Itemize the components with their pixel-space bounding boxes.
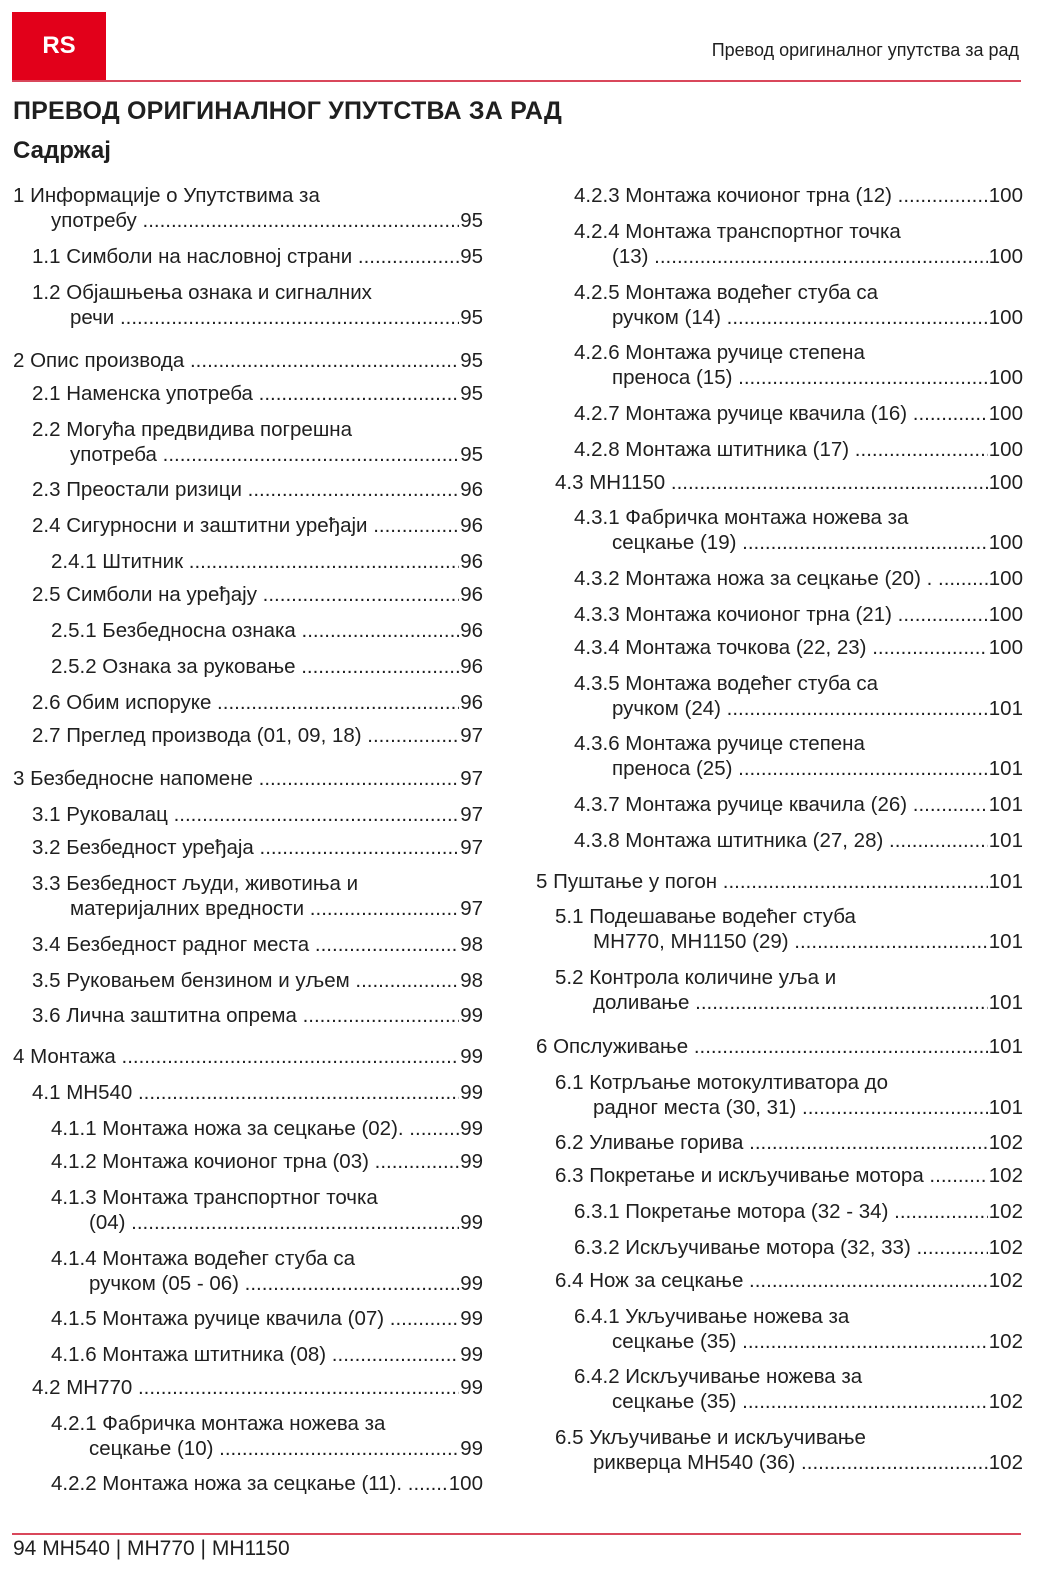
toc-entry-line — [555, 1450, 1023, 1475]
toc-entry-line — [13, 1044, 483, 1069]
toc-entry-label: сецкање (19) ..... — [612, 530, 988, 555]
toc-entry[interactable] — [574, 1199, 1023, 1224]
toc-entry-title: 6.4.1 Укључивање ножева за — [574, 1305, 850, 1328]
toc-entry-title: 4.2.4 Монтажа транспортног точка — [574, 220, 901, 243]
toc-entry-line — [51, 1210, 483, 1235]
toc-entry-label: 4.1.2 Монтажа кочионог трна (03) ..... — [51, 1149, 459, 1174]
toc-entry-title: 4.2.6 Монтажа ручице степена — [574, 341, 865, 364]
toc-entry[interactable] — [32, 835, 483, 860]
header-divider — [12, 80, 1021, 82]
toc-entry[interactable] — [32, 723, 483, 748]
toc-page-number: 100 — [988, 184, 1023, 207]
toc-page-number: 96 — [460, 550, 483, 573]
toc-entry[interactable] — [13, 1044, 483, 1069]
toc-entry-title: 4.1.4 Монтажа водећег стуба са — [51, 1247, 356, 1270]
toc-page-number: 96 — [460, 655, 483, 678]
toc-entry-label: 3.1 Руковалац ..... — [32, 802, 459, 827]
toc-page-number: 101 — [988, 829, 1023, 852]
toc-page-number: 98 — [460, 933, 483, 956]
toc-entry-title: 4.3.1 Фабричка монтажа ножева за — [574, 506, 909, 529]
toc-entry-line — [32, 442, 483, 467]
toc-entry[interactable] — [574, 1364, 1023, 1414]
toc-page-number: 97 — [460, 724, 483, 747]
toc-entry-label: 4.2.2 Монтажа ножа за сецкање (11). ..... — [51, 1471, 448, 1496]
toc-page-number: 99 — [460, 1343, 483, 1366]
toc-entry-line — [574, 792, 1023, 817]
toc-entry-label: 4.2 MH770 ..... — [32, 1375, 459, 1400]
toc-page-number: 101 — [988, 991, 1023, 1014]
toc-entry-label: ручком (05 - 06) ..... — [89, 1271, 459, 1296]
toc-entry-label: 2.5.1 Безбедносна ознака ..... — [51, 618, 459, 643]
toc-page-number: 100 — [448, 1472, 483, 1495]
toc-entry-line — [574, 1199, 1023, 1224]
toc-page-number: 97 — [460, 803, 483, 826]
toc-entry-title: 4.3.6 Монтажа ручице степена — [574, 732, 865, 755]
toc-entry-line — [574, 244, 1023, 269]
toc-page-number: 96 — [460, 514, 483, 537]
toc-entry[interactable] — [574, 602, 1023, 627]
toc-entry-line — [574, 1235, 1023, 1260]
toc-entry[interactable] — [555, 1163, 1023, 1188]
toc-entry-label: 3 Безбедносне напомене ..... — [13, 766, 459, 791]
toc-entry-label: 2.7 Преглед производа (01, 09, 18) ..... — [32, 723, 459, 748]
toc-page-number: 99 — [460, 1150, 483, 1173]
toc-entry-line — [574, 602, 1023, 627]
toc-entry[interactable] — [574, 671, 1023, 721]
toc-entry[interactable] — [574, 1304, 1023, 1354]
toc-page-number: 102 — [988, 1269, 1023, 1292]
toc-page-number: 100 — [988, 245, 1023, 268]
toc-entry-line — [574, 756, 1023, 781]
toc-entry-label: рикверца MH540 (36) ..... — [593, 1450, 988, 1475]
toc-entry[interactable] — [536, 869, 1023, 894]
toc-page-number: 99 — [460, 1004, 483, 1027]
toc-entry-line — [555, 470, 1023, 495]
toc-entry-line — [574, 635, 1023, 660]
toc-entry-label: 4.3.7 Монтажа ручице квачила (26) ..... — [574, 792, 988, 817]
toc-page-number: 102 — [988, 1390, 1023, 1413]
toc-entry-line — [555, 990, 1023, 1015]
toc-entry-label: преноса (15) ..... — [612, 365, 988, 390]
toc-entry-line — [32, 932, 483, 957]
toc-entry-line — [574, 183, 1023, 208]
toc-entry-line — [51, 1149, 483, 1174]
toc-entry-label: 3.5 Руковањем бензином и уљем ..... — [32, 968, 459, 993]
toc-entry[interactable] — [51, 1306, 483, 1331]
toc-entry-label: 3.6 Лична заштитна опрема ..... — [32, 1003, 459, 1028]
toc-entry[interactable] — [32, 244, 483, 269]
toc-entry[interactable] — [555, 1268, 1023, 1293]
toc-page-number: 96 — [460, 478, 483, 501]
toc-entry[interactable] — [51, 1185, 483, 1235]
toc-entry-label: 3.2 Безбедност уређаја ..... — [32, 835, 459, 860]
toc-entry[interactable] — [32, 932, 483, 957]
toc-entry-line — [574, 1389, 1023, 1414]
language-badge: RS — [12, 12, 106, 80]
toc-entry-label: 4.2.3 Монтажа кочионог трна (12) ..... — [574, 183, 988, 208]
toc-page-number: 99 — [460, 1307, 483, 1330]
toc-entry[interactable] — [13, 766, 483, 791]
toc-entry[interactable] — [51, 654, 483, 679]
toc-entry-line — [574, 401, 1023, 426]
toc-entry[interactable] — [555, 470, 1023, 495]
toc-entry-line — [32, 835, 483, 860]
toc-entry[interactable] — [574, 219, 1023, 269]
toc-page-number: 101 — [988, 1035, 1023, 1058]
toc-page-number: 100 — [988, 531, 1023, 554]
toc-entry-label: 3.4 Безбедност радног места ..... — [32, 932, 459, 957]
toc-page-number: 97 — [460, 897, 483, 920]
toc-entry-line — [51, 1271, 483, 1296]
toc-page-number: 95 — [460, 349, 483, 372]
toc-entry-label: преноса (25) ..... — [612, 756, 988, 781]
toc-entry-title: 4.2.5 Монтажа водећег стуба са — [574, 281, 879, 304]
toc-entry-title: 4.3.5 Монтажа водећег стуба са — [574, 672, 879, 695]
toc-page-number: 99 — [460, 1272, 483, 1295]
toc-entry-line — [574, 696, 1023, 721]
toc-entry[interactable] — [51, 1149, 483, 1174]
toc-entry-label: сецкање (10) ..... — [89, 1436, 459, 1461]
toc-page-number: 97 — [460, 767, 483, 790]
toc-entry[interactable] — [574, 280, 1023, 330]
toc-entry-line — [51, 1306, 483, 1331]
toc-page-number: 102 — [988, 1330, 1023, 1353]
toc-entry[interactable] — [555, 965, 1023, 1015]
toc-entry[interactable] — [32, 968, 483, 993]
toc-entry-label: доливање ..... — [593, 990, 988, 1015]
toc-entry-title: 2.2 Могућа предвидива погрешна — [32, 418, 353, 441]
toc-entry-title: 4.1.3 Монтажа транспортног точка — [51, 1186, 378, 1209]
toc-entry-line — [51, 1342, 483, 1367]
toc-entry-title: 6.1 Котрљање мотокултиватора до — [555, 1071, 889, 1094]
toc-page-number: 95 — [460, 443, 483, 466]
toc-page-number: 99 — [460, 1376, 483, 1399]
toc-entry-label: речи ..... — [70, 305, 459, 330]
toc-entry-label: 2.3 Преостали ризици ..... — [32, 477, 459, 502]
toc-page-number: 96 — [460, 583, 483, 606]
running-header: Превод оригиналног упутства за рад — [711, 40, 1019, 60]
toc-entry[interactable] — [51, 618, 483, 643]
toc-entry-line — [555, 929, 1023, 954]
toc-entry-label: 2.5 Симболи на уређају ..... — [32, 582, 459, 607]
page-footer: 94 MH540 | MH770 | MH1150 — [13, 1537, 290, 1560]
toc-entry[interactable] — [574, 401, 1023, 426]
toc-entry-line — [536, 1034, 1023, 1059]
toc-entry-label: 6.3.2 Искључивање мотора (32, 33) ..... — [574, 1235, 988, 1260]
toc-entry-line — [32, 896, 483, 921]
toc-page-number: 102 — [988, 1131, 1023, 1154]
toc-entry[interactable] — [32, 417, 483, 467]
document-title: ПРЕВОД ОРИГИНАЛНОГ УПУТСТВА ЗА РАД — [13, 97, 563, 125]
toc-entry-label: радног места (30, 31) ..... — [593, 1095, 988, 1120]
toc-entry-label: 6.3 Покретање и искључивање мотора ..... — [555, 1163, 988, 1188]
toc-entry-line — [555, 1130, 1023, 1155]
toc-entry-label: 6.4 Нож за сецкање ..... — [555, 1268, 988, 1293]
toc-entry-line — [32, 968, 483, 993]
toc-entry-line — [32, 802, 483, 827]
toc-entry-title: 4.2.1 Фабричка монтажа ножева за — [51, 1412, 386, 1435]
toc-entry-label: 4.1 MH540 ..... — [32, 1080, 459, 1105]
toc-entry-label: 4 Монтажа ..... — [13, 1044, 459, 1069]
toc-entry-label: 4.1.6 Монтажа штитника (08) ..... — [51, 1342, 459, 1367]
toc-entry-line — [574, 530, 1023, 555]
toc-entry-title: 1.2 Објашњења ознака и сигналних — [32, 281, 372, 304]
toc-entry-label: ручком (24) ..... — [612, 696, 988, 721]
toc-entry-line — [51, 654, 483, 679]
toc-page-number: 95 — [460, 306, 483, 329]
toc-entry-label: 4.3.3 Монтажа кочионог трна (21) ..... — [574, 602, 988, 627]
toc-entry-label: 4.3.8 Монтажа штитника (27, 28) ..... — [574, 828, 988, 853]
toc-page-number: 101 — [988, 757, 1023, 780]
toc-entry[interactable] — [574, 340, 1023, 390]
toc-entry[interactable] — [32, 1375, 483, 1400]
toc-page-number: 100 — [988, 366, 1023, 389]
toc-entry-line — [32, 513, 483, 538]
toc-entry[interactable] — [574, 183, 1023, 208]
toc-entry-title: 6.5 Укључивање и искључивање — [555, 1426, 866, 1449]
toc-entry[interactable] — [32, 381, 483, 406]
footer-divider — [12, 1533, 1021, 1535]
toc-entry-label: 6 Опслуживање ..... — [536, 1034, 988, 1059]
toc-entry-line — [574, 1329, 1023, 1354]
toc-entry[interactable] — [32, 477, 483, 502]
toc-entry-title: 3.3 Безбедност људи, животиња и — [32, 872, 359, 895]
toc-entry-line — [32, 244, 483, 269]
toc-page-number: 100 — [988, 306, 1023, 329]
toc-entry-title: 6.4.2 Искључивање ножева за — [574, 1365, 863, 1388]
toc-entry[interactable] — [574, 635, 1023, 660]
toc-page-number: 102 — [988, 1200, 1023, 1223]
toc-entry[interactable] — [13, 183, 483, 233]
toc-page-number: 101 — [988, 793, 1023, 816]
toc-page-number: 101 — [988, 870, 1023, 893]
toc-entry-label: 6.2 Уливање горива ..... — [555, 1130, 988, 1155]
toc-entry-line — [32, 1375, 483, 1400]
toc-entry-label: 4.2.8 Монтажа штитника (17) ..... — [574, 437, 988, 462]
toc-page-number: 102 — [988, 1164, 1023, 1187]
toc-entry-line — [13, 766, 483, 791]
toc-entry-title: 5.1 Подешавање водећег стуба — [555, 905, 856, 928]
toc-entry[interactable] — [574, 1235, 1023, 1260]
toc-entry-label: 2.4 Сигурносни и заштитни уређаји ..... — [32, 513, 459, 538]
toc-page-number: 99 — [460, 1437, 483, 1460]
toc-entry-label: 2.1 Наменска употреба ..... — [32, 381, 459, 406]
toc-entry[interactable] — [555, 1425, 1023, 1475]
toc-entry-label: 4.3 MH1150 ..... — [555, 470, 988, 495]
toc-entry[interactable] — [51, 1342, 483, 1367]
toc-entry[interactable] — [574, 505, 1023, 555]
toc-page-number: 101 — [988, 930, 1023, 953]
toc-page-number: 100 — [988, 402, 1023, 425]
toc-entry[interactable] — [51, 1411, 483, 1461]
toc-entry-label: употреба ..... — [70, 442, 459, 467]
toc-page-number: 99 — [460, 1081, 483, 1104]
toc-entry[interactable] — [574, 792, 1023, 817]
toc-entry-line — [574, 365, 1023, 390]
toc-entry-line — [51, 1116, 483, 1141]
toc-heading: Садржај — [13, 137, 111, 164]
toc-page-number: 100 — [988, 603, 1023, 626]
toc-page-number: 95 — [460, 382, 483, 405]
toc-entry-label: 5 Пуштање у погон ..... — [536, 869, 988, 894]
toc-page-number: 95 — [460, 245, 483, 268]
toc-entry-label: 4.3.2 Монтажа ножа за сецкање (20) . ..... — [574, 566, 988, 591]
toc-page-number: 99 — [460, 1117, 483, 1140]
toc-page-number: 101 — [988, 697, 1023, 720]
toc-entry-line — [32, 477, 483, 502]
toc-entry-line — [32, 1080, 483, 1105]
toc-entry-line — [32, 582, 483, 607]
toc-entry-line — [32, 305, 483, 330]
toc-page-number: 95 — [460, 209, 483, 232]
toc-entry[interactable] — [32, 582, 483, 607]
toc-entry-label: 6.3.1 Покретање мотора (32 - 34) ..... — [574, 1199, 988, 1224]
toc-entry-title: 1 Информације о Упутствима за — [13, 184, 320, 207]
toc-entry-line — [574, 437, 1023, 462]
toc-page-number: 99 — [460, 1045, 483, 1068]
toc-entry-label: ручком (14) ..... — [612, 305, 988, 330]
toc-page-number: 100 — [988, 438, 1023, 461]
toc-entry-line — [32, 381, 483, 406]
toc-page-number: 98 — [460, 969, 483, 992]
toc-entry[interactable] — [574, 566, 1023, 591]
toc-page-number: 96 — [460, 691, 483, 714]
toc-entry[interactable] — [32, 871, 483, 921]
toc-entry-label: 4.1.5 Монтажа ручице квачила (07) ..... — [51, 1306, 459, 1331]
toc-entry-line — [51, 1436, 483, 1461]
toc-entry[interactable] — [13, 348, 483, 373]
toc-entry[interactable] — [32, 1080, 483, 1105]
toc-page-number: 99 — [460, 1211, 483, 1234]
toc-entry-label: 4.3.4 Монтажа точкова (22, 23) ..... — [574, 635, 988, 660]
toc-entry-line — [51, 618, 483, 643]
toc-entry-line — [574, 828, 1023, 853]
toc-entry-line — [32, 690, 483, 715]
toc-page-number: 100 — [988, 636, 1023, 659]
toc-entry[interactable] — [32, 513, 483, 538]
toc-entry-label: материјалних вредности ..... — [70, 896, 459, 921]
toc-entry-label: 4.1.1 Монтажа ножа за сецкање (02). ..... — [51, 1116, 459, 1141]
toc-entry-title: 5.2 Контрола количине уља и — [555, 966, 837, 989]
toc-page-number: 100 — [988, 471, 1023, 494]
toc-entry[interactable] — [51, 1116, 483, 1141]
toc-entry[interactable] — [555, 1070, 1023, 1120]
toc-entry-line — [51, 1471, 483, 1496]
toc-page-number: 100 — [988, 567, 1023, 590]
toc-entry-line — [555, 1163, 1023, 1188]
toc-entry-label: 2.4.1 Штитник ..... — [51, 549, 459, 574]
toc-entry-line — [32, 1003, 483, 1028]
toc-page-number: 101 — [988, 1096, 1023, 1119]
toc-entry-line — [574, 566, 1023, 591]
toc-entry[interactable] — [555, 1130, 1023, 1155]
toc-page-number: 97 — [460, 836, 483, 859]
toc-entry-label: сецкање (35) ..... — [612, 1329, 988, 1354]
toc-entry-label: (13) ..... — [612, 244, 988, 269]
toc-entry-line — [13, 348, 483, 373]
toc-entry-label: MH770, MH1150 (29) ..... — [593, 929, 988, 954]
toc-entry-label: 2.5.2 Ознака за руковање ..... — [51, 654, 459, 679]
toc-page-number: 102 — [988, 1451, 1023, 1474]
toc-entry-line — [536, 869, 1023, 894]
toc-entry-label: 2.6 Обим испоруке ..... — [32, 690, 459, 715]
toc-entry-label: 1.1 Симболи на насловној страни ..... — [32, 244, 459, 269]
toc-entry-label: 2 Опис производа ..... — [13, 348, 459, 373]
toc-entry[interactable] — [32, 1003, 483, 1028]
toc-entry[interactable] — [574, 731, 1023, 781]
toc-entry-line — [32, 723, 483, 748]
toc-entry-label: употребу ..... — [51, 208, 459, 233]
toc-entry[interactable] — [574, 437, 1023, 462]
toc-entry[interactable] — [51, 1246, 483, 1296]
toc-page-number: 102 — [988, 1236, 1023, 1259]
toc-entry[interactable] — [32, 690, 483, 715]
toc-entry-label: сецкање (35) ..... — [612, 1389, 988, 1414]
toc-page-number: 96 — [460, 619, 483, 642]
toc-entry[interactable] — [51, 1471, 483, 1496]
toc-entry-line — [13, 208, 483, 233]
toc-entry-line — [555, 1268, 1023, 1293]
toc-entry[interactable] — [574, 828, 1023, 853]
toc-entry[interactable] — [555, 904, 1023, 954]
toc-entry-line — [555, 1095, 1023, 1120]
toc-entry[interactable] — [32, 280, 483, 330]
toc-entry-line — [574, 305, 1023, 330]
toc-entry[interactable] — [51, 549, 483, 574]
toc-entry-line — [51, 549, 483, 574]
toc-entry[interactable] — [32, 802, 483, 827]
toc-entry-label: (04) ..... — [89, 1210, 459, 1235]
toc-entry[interactable] — [536, 1034, 1023, 1059]
toc-entry-label: 4.2.7 Монтажа ручице квачила (16) ..... — [574, 401, 988, 426]
